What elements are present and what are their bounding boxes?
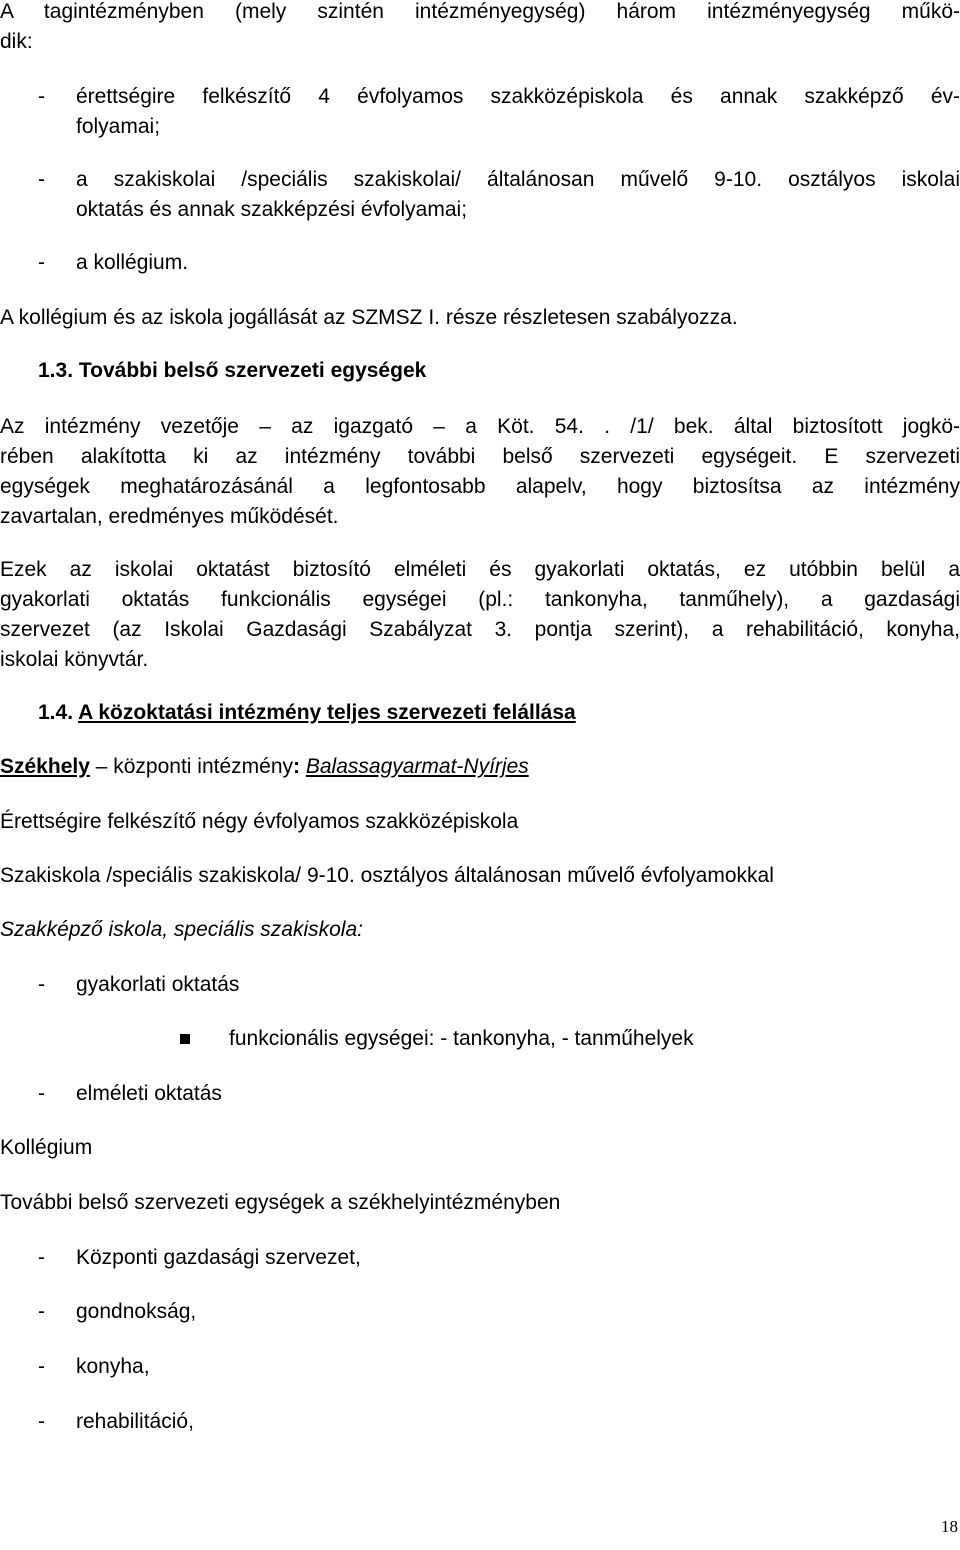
szmsz-sentence: A kollégium és az iskola jogállását az SZMSZ I. része részletesen szabályozza. <box>0 306 738 329</box>
unit-erettsegi: Érettségire felkészítő négy évfolyamos szakközépiskola <box>0 810 519 833</box>
tovabbi-heading: További belső szervezeti egységek a székhelyintézményben <box>0 1191 561 1214</box>
list-item-line: folyamai; <box>76 115 161 138</box>
paragraph-line: gyakorlati oktatás funkcionális egységei (pl.: tankonyha, tanműhely), a gazdasági <box>0 588 960 611</box>
list-item-text: Központi gazdasági szervezet, <box>76 1246 361 1269</box>
list-item-line: érettségire felkészítő 4 évfolyamos szakközépiskola és annak szakképző év- <box>76 85 960 108</box>
paragraph-line: zavartalan, eredményes működését. <box>0 505 339 528</box>
list-dash: - <box>38 251 45 274</box>
paragraph-line: egységek meghatározásánál a legfontosabb alapelv, hogy biztosítsa az intézmény <box>0 475 960 498</box>
szekhely-text: központi intézmény <box>113 755 294 778</box>
list-dash: - <box>38 1410 45 1433</box>
intro-line-1: A tagintézményben (mely szintén intézményegység) három intézményegység műkö- <box>0 0 960 23</box>
list-item-text: konyha, <box>76 1355 150 1378</box>
list-dash: - <box>38 1246 45 1269</box>
section-number: 1.4. <box>38 701 74 724</box>
szekhely-place: Balassagyarmat-Nyírjes <box>305 755 529 778</box>
szekhely-dash: – <box>89 755 114 778</box>
list-item-line: oktatás és annak szakképzési évfolyamai; <box>76 198 468 221</box>
section-title: További belső szervezeti egységek <box>78 359 427 382</box>
unit-szakkepzo: Szakképző iskola, speciális szakiskola: <box>0 918 363 941</box>
paragraph-line: Az intézmény vezetője – az igazgató – a Köt. 54. . /1/ bek. által biztosított jogkö- <box>0 415 960 438</box>
unit-kollegium: Kollégium <box>0 1136 93 1159</box>
section-title: A közoktatási intézmény teljes szervezeti felállása <box>78 701 576 724</box>
list-dash: - <box>38 1355 45 1378</box>
list-item-line: a kollégium. <box>76 251 189 274</box>
functional-units-text: funkcionális egységei: - tankonyha, - tanműhelyek <box>229 1027 694 1050</box>
list-dash: - <box>38 85 45 108</box>
page-number: 18 <box>941 1517 958 1536</box>
szekhely-label: Székhely <box>0 755 90 778</box>
unit-szakiskola: Szakiskola /speciális szakiskola/ 9-10. osztályos általánosan művelő évfolyamokkal <box>0 864 774 887</box>
szekhely-colon: : <box>293 755 301 778</box>
list-dash: - <box>38 1082 45 1105</box>
paragraph-line: rében alakította ki az intézmény további belső szervezeti egységeit. E szervezeti <box>0 445 960 468</box>
szekhely-line <box>0 752 529 782</box>
list-dash: - <box>38 1300 45 1323</box>
paragraph-line: iskolai könyvtár. <box>0 648 149 671</box>
list-dash: - <box>38 168 45 191</box>
paragraph-line: Ezek az iskolai oktatást biztosító elméleti és gyakorlati oktatás, ez utóbbin belül a <box>0 558 960 581</box>
paragraph-line: szervezet (az Iskolai Gazdasági Szabályzat 3. pontja szerint), a rehabilitáció, konyha, <box>0 618 960 641</box>
list-item-text: rehabilitáció, <box>76 1410 194 1433</box>
list-item-text: gondnokság, <box>76 1300 197 1323</box>
section-heading-1-3 <box>38 356 426 386</box>
section-number: 1.3. <box>38 359 74 382</box>
list-item-text: gyakorlati oktatás <box>76 973 240 996</box>
list-dash: - <box>38 973 45 996</box>
section-heading-1-4 <box>38 698 576 728</box>
intro-line-2: dik: <box>0 30 33 53</box>
square-bullet-icon <box>180 1034 190 1044</box>
list-item-line: a szakiskolai /speciális szakiskolai/ általánosan művelő 9-10. osztályos iskolai <box>76 168 960 191</box>
list-item-text: elméleti oktatás <box>76 1082 222 1105</box>
